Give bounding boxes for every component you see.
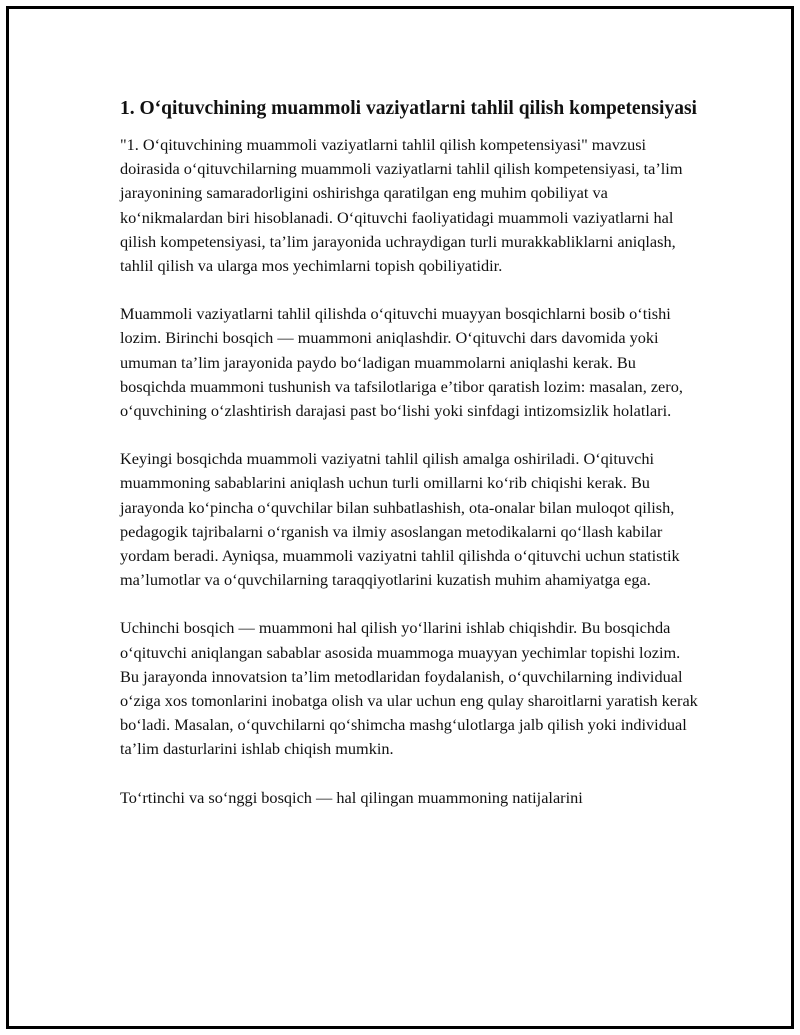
document-body bbox=[120, 95, 700, 834]
paragraph-3: Keyingi bosqichda muammoli vaziyatni tahlil qilish amalga oshiriladi. Oʻqituvchi muammoning sabablarini aniqlash uchun turli omillarni koʻrib chiqishi kerak. Bu jarayonda koʻpincha oʻquvchilar bilan suhbatlashish, ota-onalar bilan muloqot qilish, pedagogik tajribalarni oʻrganish va ilmiy asoslangan metodikalarni qoʻllash kabilar yordam beradi. Ayniqsa, muammoli vaziyatni tahlil qilishda oʻqituvchi uchun statistik maʼlumotlar va oʻquvchilarning taraqqiyotlarini kuzatish muhim ahamiyatga ega. bbox=[120, 449, 680, 590]
paragraph-2: Muammoli vaziyatlarni tahlil qilishda oʻqituvchi muayyan bosqichlarni bosib oʻtishi lozim. Birinchi bosqich — muammoni aniqlashdir. Oʻqituvchi dars davomida yoki umuman taʼlim jarayonida paydo boʻladigan muammolarni aniqlashi kerak. Bu bosqichda muammoni tushunish va tafsilotlariga eʼtibor qaratish lozim: masalan, zero, oʻquvchining oʻzlashtirish darajasi past boʻlishi yoki sinfdagi intizomsizlik holatlari. bbox=[120, 304, 683, 421]
section-heading: 1. Oʻqituvchining muammoli vaziyatlarni tahlil qilish kompetensiyasi bbox=[120, 98, 697, 119]
paragraph-1: "1. Oʻqituvchining muammoli vaziyatlarni tahlil qilish kompetensiyasi" mavzusi doirasida oʻqituvchilarning muammoli vaziyatlarni tahlil qilish kompetensiyasi, taʼlim jarayonining samaradorligini oshirishga qaratilgan eng muhim qobiliyat va koʻnikmalardan biri hisoblanadi. Oʻqituvchi faoliyatidagi muammoli vaziyatlarni hal qilish kompetensiyasi, taʼlim jarayonida uchraydigan turli murakkabliklarni aniqlash, tahlil qilish va ularga mos yechimlarni topish qobiliyatidir. bbox=[120, 135, 683, 276]
paragraph-5: Toʻrtinchi va soʻnggi bosqich — hal qilingan muammoning natijalarini bbox=[120, 787, 583, 807]
paragraph-4: Uchinchi bosqich — muammoni hal qilish yoʻllarini ishlab chiqishdir. Bu bosqichda oʻqituvchi aniqlangan sabablar asosida muammoga muayyan yechimlar topishi lozim. Bu jarayonda innovatsion taʼlim metodlaridan foydalanish, oʻquvchilarning individual oʻziga xos tomonlarini inobatga olish va ular uchun eng qulay sharoitlarni yaratish kerak boʻladi. Masalan, oʻquvchilarni qoʻshimcha mashgʻulotlarga jalb qilish yoki individual taʼlim dasturlarini ishlab chiqish mumkin. bbox=[120, 618, 698, 759]
page-frame bbox=[6, 6, 794, 1029]
